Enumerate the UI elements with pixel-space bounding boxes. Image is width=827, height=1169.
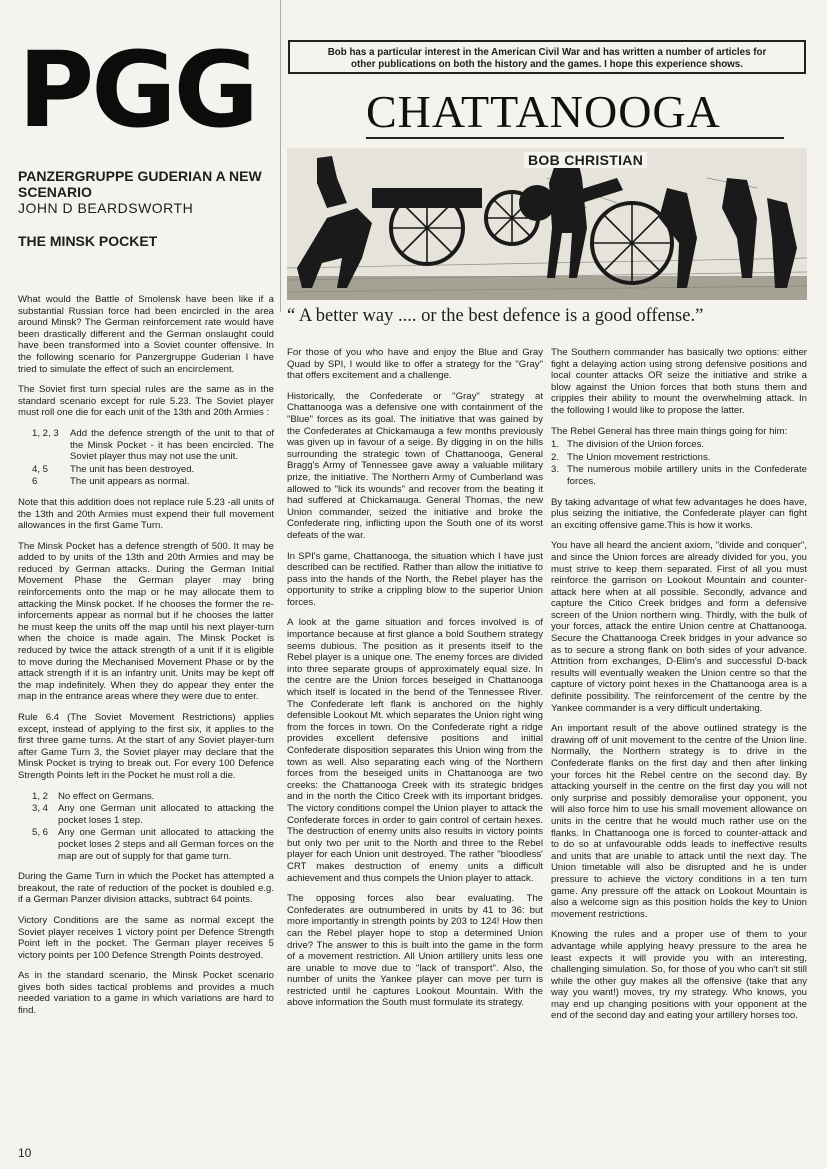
list-item: 5, 6 Any one German unit allocated to attacking the pocket loses 2 steps and all German forces on the map are out of supply for that game turn. xyxy=(32,827,274,862)
pgg-logo: PGG xyxy=(18,29,256,151)
civil-war-artillery-illustration xyxy=(287,148,807,300)
chattanooga-column-2 xyxy=(551,347,807,1031)
paragraph: The Soviet first turn special rules are the same as in the standard scenario except for rule 5.23. The Soviet player must roll one die for each unit of the 13th and 20th Armies : xyxy=(18,384,274,419)
paragraph: Victory Conditions are the same as normal except the Soviet player receives 1 victory point per Defence Strength Point left in the pocket. The German player receives 5 victory points per 100 Defence Strength Points destroyed. xyxy=(18,914,274,961)
paragraph: During the Game Turn in which the Pocket has attempted a breakout, the rate of reduction of the pocket is doubled e.g. if a German Panzer division attacks, subtract 64 points. xyxy=(18,871,274,906)
paragraph: Knowing the rules and a proper use of them to your advantage while applying heavy pressure to the area he least expects it will provide you with an interesting, challenging simulation. So, for those of you who can't sit still while the other guy makes all the offensive (take that any way you want!) moves, try my strategy. Who knows, you may end up changing positions with your opponent at the end of the second day and eating your artillery horses too. xyxy=(551,929,807,1022)
title-underline xyxy=(366,137,784,139)
list-item: 3, 4 Any one German unit allocated to attacking the pocket loses 1 step. xyxy=(32,803,274,826)
advantages-list xyxy=(551,439,807,487)
list-item: 1. The division of the Union forces. xyxy=(551,439,705,451)
chattanooga-title: CHATTANOOGA xyxy=(366,86,721,137)
paragraph: An important result of the above outlined strategy is the drawing off of unit movement to the centre of the Union line. Normally, the Northern strategy is to drive in the Confederate flanks on the first day and then after linking your forces hit the Rebel centre on the second day. By attacking yourself in the centre on the first day you will not only surprise and possibly demoralise your opponent, you will also force him to use his small movement allowance on units in the centre that he would much rather use on the flanks. In Chattanooga one is forced to counter-attack and to do so at unfavourable odds leads to ineffective results and units that are unable to attack until the next day. The Union timetable will also be disrupted and he is under pressure to achieve the victory conditions in a ten turn game. Any pressure off the attack on Lookout Mountain is also a welcome sign as this position holds the key to Union movement restrictions. xyxy=(551,723,807,920)
paragraph: By taking advantage of what few advantages he does have, plus seizing the initiative, the Confederate player can fight an exciting offensive game.This is how it works. xyxy=(551,496,807,531)
die-roll-list xyxy=(18,428,274,488)
paragraph: What would the Battle of Smolensk have been like if a substantial Russian force had been encircled in the area around Minsk? The German reinforcement rate would have been drastically different and the German onslaught could have been transformed into a Soviet counter offensive. In the following scenario for Panzergruppe Guderian I have tried to simulate the effect of such an encirclement. xyxy=(18,294,274,375)
paragraph: A look at the game situation and forces involved is of importance because at first glance a bold Southern strategy seems dubious. The position as it presents itself to the Rebel player is a unique one. The enemy forces are divided into three separate groups of approximately equal size. In the centre are the Union forces beseiged in Chattanooga which itself is located in the bend of the Tennessee River. The Confederate left flank is anchored on the highly defensible Lookout Mt. which separates the Union right wing from the forces in town. On the Confederate right a ridge provides excellent defensive positions and initial Confederate disposition separates this Union wing from the town as well. Also separating each wing of the Northern forces from the beseiged units in Chattanooga are two creeks: the Chattanooga Creek with its strategic bridges and in the north the Citico Creek with its important bridges. The victory conditions compel the Union player to attack the Confederate forces in order to gain control of certain hexes. The destruction of enemy units also results in victory points but only two per unit to the North and three to the Rebel player for each Union unit destroyed. The rather "bloodless' CRT makes destruction of enemy units a difficult achievement and thus compels the Union player to attack. xyxy=(287,617,543,884)
paragraph: The Southern commander has basically two options: either fight a delaying action using strong defensive positions and local counter attacks OR seize the initiative and strike a blow against the Union forces that both stuns them and cripples their ability to mount the overwhelming attack. In the following I would like to propose the latter. xyxy=(551,347,807,416)
paragraph: The Minsk Pocket has a defence strength of 500. It may be added to by units of the 13th and 20th Armies and may be reduced by German attacks. During the German Initial Movement Phase the German player may bring reinforcements onto the map or he may allocate them to attacking the Minsk pocket. If he chooses the former the re-inforcements appear as normal but if he chooses the latter he must keep the units off the map until his next player-turn when the choice is made again. The Minsk Pocket is reduced by twice the attack strength of a unit if it is eligible to move during the Mechanised Movement Phase or by the attack strength if it is an infantry unit. Units may be kept off the map indefinitely. When they do appear they enter the map in the entrance areas where they were due to enter. xyxy=(18,540,274,703)
list-item: 4, 5 The unit has been destroyed. xyxy=(32,463,195,475)
paragraph: Rule 6.4 (The Soviet Movement Restrictions) applies except, instead of applying to the first six, it applies to the first three game turns. At the start of any Soviet player-turn after Game Turn 3, the Soviet player may declare that the Minsk Pocket is trying to break out. For every 100 Defence Strength Points left in the Pocket he must roll a die. xyxy=(18,712,274,781)
paragraph: As in the standard scenario, the Minsk Pocket scenario gives both sides tactical problems and provides a much needed variation to a game in which variations are hard to find. xyxy=(18,970,274,1017)
page-number: 10 xyxy=(18,1146,32,1160)
paragraph: Note that this addition does not replace rule 5.23 -all units of the 13th and 20th Armies must expend their full movement allowances in the first Game Turn. xyxy=(18,496,274,532)
list-item: 6 The unit appears as normal. xyxy=(32,476,190,488)
article-title: PANZERGRUPPE GUDERIAN A NEW SCENARIO xyxy=(18,168,262,200)
byline: BOB CHRISTIAN xyxy=(524,152,647,168)
paragraph: You have all heard the ancient axiom, "divide and conquer", and since the Union forces are already divided for you, you must strive to keep them separated. First of all you must reinforce the garrison on Lookout Mountain and counter-attack here when at all possible. Secondly, advance and capture the Citico Creek bridges and form a defensive screen of the Union northern wing. Thirdly, with the bulk of your forces, attack the entire Union centre at Chattanooga. Secure the Chattanooga Creek bridges in your advance so as to secure a strong flank on both sides of your advance. Attrition from exchanges, D-Elim's and successful D-back results will eventually weaken the Union centre so that the capture of victory point hexes in the Chattanooga area is a definite possibility. The reinforcement of the centre by the Yankee commander is a very difficult undertaking. xyxy=(551,540,807,714)
paragraph: The opposing forces also bear evaluating. The Confederates are outnumbered in units by 41 to 36: but more importantly in strength points by 203 to 124! How then can the Rebel player hope to stop a determined Union drive? The answer to this is built into the game in the form of a movement restriction. All Union artillery units less one are unable to move due to "lack of transport". Also, the number of units the Yankee player can move per turn is restricted until he captures Lookout Mountain. With the above information the South must formulate its strategy. xyxy=(287,893,543,1009)
paragraph: Historically, the Confederate or "Gray" strategy at Chattanooga was a defensive one with containment of the "Blue" forces as its goal. The initiative that was gained by the Confederates at Chickamauga a few months previously was given up in favour of a seige. By digging in on the hills surrounding the strategic town of Chattanooga, General Bragg's Army of Tennessee gave away a valuable military prize, the initiative. The Northern Army of Cumberland was allowed to "lick its wounds" and recover from the beating it had suffered at Chickamauga. General Thomas, the new Union commander, seized the initiative and broke the Confederate ring, inflicting upon the South one of its worst defeats of the war. xyxy=(287,390,543,541)
list-item: 1, 2 No effect on Germans. xyxy=(32,790,155,802)
list-item: 2. The Union movement restrictions. xyxy=(551,451,711,463)
column-divider xyxy=(280,0,281,312)
intro-box: Bob has a particular interest in the American Civil War and has written a number of articles for other publications on both the history and the games. I hope this experience shows. xyxy=(288,40,806,74)
paragraph: The Rebel General has three main things going for him: xyxy=(551,425,788,437)
minsk-article-column xyxy=(18,294,274,1026)
breakout-roll-list xyxy=(18,791,274,863)
paragraph: In SPI's game, Chattanooga, the situation which I have just described can be rectified. Rather than allow the initiative to pass into the hands of the North, the Rebel player has the opportunity to strike a crippling blow to the superior Union forces. xyxy=(287,550,543,608)
list-item: 3. The numerous mobile artillery units in the Confederate forces. xyxy=(551,464,807,487)
article-subhead: THE MINSK POCKET xyxy=(18,233,158,249)
list-item: 1, 2, 3 Add the defence strength of the unit to that of the Minsk Pocket - it has been encircled. The Soviet player thus may not use the unit. xyxy=(32,427,274,463)
pull-quote: “ A better way .... or the best defence is a good offense.” xyxy=(287,306,704,326)
chattanooga-column-1 xyxy=(287,347,543,1018)
paragraph: For those of you who have and enjoy the Blue and Gray Quad by SPI, I would like to offer a strategy for the "Gray" that offers excitement and a challenge. xyxy=(287,347,543,382)
article-author: JOHN D BEARDSWORTH xyxy=(18,200,194,216)
